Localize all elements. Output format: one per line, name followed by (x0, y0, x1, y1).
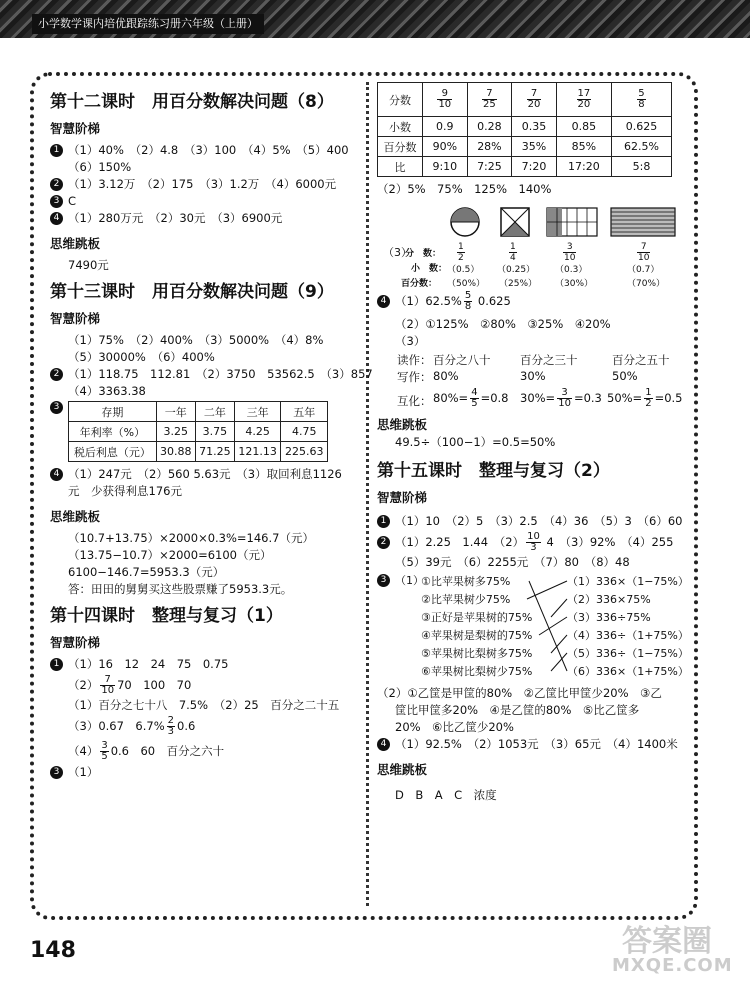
match-left-item: ④苹果树是梨树的75% (421, 629, 533, 642)
circle-half-icon (451, 208, 479, 236)
denominator: 10 (438, 99, 452, 110)
square-quarter-icon (501, 208, 529, 236)
numerator: 5 (464, 290, 472, 301)
denominator: 3 (530, 542, 537, 553)
answer-text: （1）40% （2）4.8 （3）100 （4）5% （5）400 (68, 143, 349, 157)
answer-line (50, 466, 355, 483)
answer-text: 6100−146.7=5953.3（元） (68, 565, 225, 579)
watermark-logo: 答案圈 (622, 924, 712, 959)
answer-text: （4） (68, 744, 99, 758)
numerator: 17 (577, 88, 591, 99)
table-cell: 年利率（%） (69, 422, 157, 442)
fraction (527, 89, 542, 110)
table-cell: 3.75 (195, 422, 234, 442)
answer-line (50, 656, 355, 673)
answer-line (50, 547, 355, 564)
table-cell: 5:8 (611, 157, 671, 177)
table-row (378, 83, 672, 117)
answer-text: （1） (395, 574, 424, 587)
answer-line (50, 257, 355, 274)
answer-line (50, 210, 355, 227)
table-row (378, 157, 672, 177)
table-cell: 7:25 (467, 157, 512, 177)
subsection-title: 智慧阶梯 (50, 311, 101, 326)
shapes-block (377, 204, 682, 288)
decimal-value: （0.7） (627, 265, 660, 275)
section-title: 第十四课时 整理与复习（1） (50, 606, 283, 626)
answer-line (377, 787, 682, 804)
fraction (457, 242, 465, 263)
conversion-item (433, 388, 509, 409)
answer-line (50, 697, 355, 714)
answer-text: 70 100 70 (117, 678, 192, 692)
table-cell: 3.25 (156, 422, 195, 442)
table-cell (423, 83, 468, 117)
answer-line (50, 332, 355, 349)
row-label: 读作： (397, 353, 432, 367)
answer-line (50, 483, 355, 500)
answer-line (50, 581, 355, 598)
fraction (470, 388, 478, 409)
number-marker: 1 (50, 144, 63, 157)
number-marker: 1 (377, 515, 390, 528)
number-marker: 3 (50, 195, 63, 208)
watermark-url: MXQE.COM (612, 955, 733, 976)
header-title: 小学数学课内培优跟踪练习册六年级（上册） (32, 14, 264, 34)
answer-text: 百分之八十 (433, 353, 491, 367)
fraction (563, 242, 576, 263)
match-line (529, 581, 567, 671)
answer-text: （13.75−10.7）×2000=6100（元） (68, 548, 272, 562)
answer-line (50, 142, 355, 159)
percent-value: （25%） (499, 279, 538, 289)
table-cell: 85% (556, 137, 611, 157)
answer-text: （2）5% 75% 125% 140% (377, 182, 552, 196)
numerator: 10 (527, 531, 540, 542)
table-cell: 71.25 (195, 442, 234, 462)
answer-text: （1）10 （2）5 （3）2.5 （4）36 （5）3 （6）60 (395, 514, 683, 528)
answer-text: （1）百分之七十八 7.5% （2）25 百分之二十五 (68, 698, 340, 712)
answer-line (50, 193, 355, 210)
numerator: 9 (437, 89, 452, 100)
denominator: 5 (471, 398, 478, 409)
subsection-title: 智慧阶梯 (50, 635, 101, 650)
fraction (637, 89, 645, 110)
table-cell (611, 83, 671, 117)
matching-block (377, 571, 689, 685)
subsection-title: 智慧阶梯 (377, 490, 428, 505)
number-marker: 4 (50, 212, 63, 225)
match-left-item: ②比苹果树少75% (421, 593, 511, 606)
column-divider (366, 82, 369, 906)
answer-text: 20% ⑥比乙筐少20% (395, 720, 514, 734)
fraction (637, 242, 650, 263)
answer-line (50, 564, 355, 581)
section-title: 第十二课时 用百分数解决问题（8） (50, 92, 334, 112)
number-marker: 2 (50, 178, 63, 191)
row-label: 小 数： (411, 264, 448, 274)
answer-text: 答：田田的舅舅买这些股票赚了5953.3元。 (68, 582, 293, 596)
answer-line (377, 702, 682, 719)
section-title: 第十三课时 用百分数解决问题（9） (50, 282, 334, 302)
subsection-title: 思维跳板 (50, 509, 101, 524)
match-right-item: （2）336×75% (567, 593, 651, 606)
answer-text: （4）3363.38 (68, 384, 146, 398)
interest-table-row (50, 401, 355, 462)
table-header: 百分数 (378, 137, 423, 157)
fraction (509, 242, 517, 263)
row-label: 互化： (397, 394, 432, 408)
grid-tenths-icon (547, 208, 597, 236)
answer-line (50, 673, 355, 697)
table-cell: 7:20 (512, 157, 557, 177)
answer-text: 30%= (520, 391, 556, 405)
answer-line (50, 738, 355, 764)
numerator: 3 (557, 388, 572, 399)
answer-text: 0.6 60 百分之六十 (110, 744, 225, 758)
numerator: 5 (638, 88, 645, 99)
numerator: 3 (563, 242, 576, 253)
fraction (482, 89, 497, 110)
fraction (557, 388, 572, 409)
answer-text: （2）①乙筐是甲筐的80% ②乙筐比甲筐少20% ③乙 (377, 686, 662, 700)
answer-text: （1）3.12万 （2）175 （3）1.2万 （4）6000元 (68, 177, 337, 191)
answer-line (377, 333, 682, 350)
conversion-item (607, 388, 683, 409)
table-cell: 4.25 (234, 422, 281, 442)
table-header: 三年 (234, 402, 281, 422)
answer-line (377, 181, 682, 198)
denominator: 20 (577, 99, 591, 110)
numerator: 1 (510, 242, 516, 252)
table-cell: 121.13 (234, 442, 281, 462)
answer-line (377, 316, 682, 333)
answer-text: （1） (68, 765, 99, 779)
row-label: 写作： (397, 370, 432, 384)
number-marker: 2 (377, 536, 390, 549)
answer-line (377, 685, 682, 702)
match-left-item: ⑤苹果树比梨树多75% (421, 647, 533, 660)
fraction (167, 716, 175, 737)
numerator: 4 (471, 387, 478, 398)
answer-line (50, 530, 355, 547)
match-line (551, 599, 567, 617)
answer-line (50, 383, 355, 400)
number-marker: 1 (50, 658, 63, 671)
answer-text: 元 少获得利息176元 (68, 484, 182, 498)
answer-line (50, 159, 355, 176)
table-header: 存期 (69, 402, 157, 422)
answer-text: 50%= (607, 391, 643, 405)
denominator: 2 (458, 253, 464, 263)
answer-text: =0.3 (573, 391, 602, 405)
fraction (526, 532, 541, 553)
table-cell: 17:20 (556, 157, 611, 177)
decimal-value: （0.5） (447, 265, 480, 275)
row-label: 分 数： (405, 249, 442, 259)
fraction (437, 89, 452, 110)
table-cell (467, 83, 512, 117)
table-cell: 税后利息（元） (69, 442, 157, 462)
answer-text: （10.7+13.75）×2000×0.3%=146.7（元） (68, 531, 314, 545)
answer-text: （1）2.25 1.44 （2） (395, 535, 525, 549)
answer-line (377, 288, 682, 314)
interest-table (68, 401, 328, 462)
answer-text: （3） (383, 246, 412, 259)
denominator: 5 (101, 751, 108, 762)
numerator: 1 (645, 387, 652, 398)
answer-text: （1）247元 （2）560 5.63元 （3）取回利息1126 (68, 467, 342, 481)
table-cell: 0.35 (512, 117, 557, 137)
answer-line (50, 764, 355, 781)
answer-text: （1）118.75 112.81 （2）3750 53562.5 （3）857 (68, 367, 373, 381)
match-right-item: （5）336÷（1−75%） (567, 647, 689, 660)
answer-text: 0.625 (477, 294, 511, 308)
table-header: 一年 (156, 402, 195, 422)
answer-line (377, 719, 682, 736)
match-line (551, 653, 567, 671)
denominator: 3 (167, 726, 175, 737)
conversion-table (377, 82, 672, 177)
table-cell (512, 83, 557, 117)
table-cell: 62.5% (611, 137, 671, 157)
answer-line (377, 530, 682, 554)
table-cell: 4.75 (281, 422, 328, 442)
table-header: 二年 (195, 402, 234, 422)
row-label: 百分数： (401, 279, 438, 289)
right-column (377, 82, 689, 804)
denominator: 8 (464, 301, 472, 312)
table-cell: 0.85 (556, 117, 611, 137)
answer-text: 80%= (433, 391, 469, 405)
answer-line (50, 349, 355, 366)
fraction (100, 675, 115, 696)
numerator: 7 (482, 89, 497, 100)
matching-lines (377, 571, 682, 685)
answer-text: 49.5÷（100−1）=0.5=50% (395, 435, 556, 449)
percent-value: （50%） (447, 279, 486, 289)
subsection-title: 智慧阶梯 (50, 121, 101, 136)
conversion-row (377, 388, 682, 414)
answer-text: 4 （3）92% （4）255 (546, 535, 674, 549)
answer-line (377, 513, 682, 530)
answer-text: （3）0.67 6.7% (68, 719, 165, 733)
denominator: 8 (638, 99, 645, 110)
table-cell: 225.63 (281, 442, 328, 462)
answer-text: （1）16 12 24 75 0.75 (68, 657, 229, 671)
striped-rect-icon (611, 208, 675, 236)
match-right-item: （6）336×（1+75%） (567, 665, 689, 678)
match-left-item: ⑥苹果树比梨树少75% (421, 665, 533, 678)
match-right-item: （1）336×（1−75%） (567, 575, 689, 588)
answer-text: （1）75% （2）400% （3）5000% （4）8% (68, 333, 324, 347)
number-marker: 3 (377, 574, 390, 587)
answer-text: 筐比甲筐多20% ④是乙筐的80% ⑤比乙筐多 (395, 703, 640, 717)
decimal-value: （0.25） (497, 265, 536, 275)
answer-text: （2） (68, 678, 99, 692)
answer-text: 30% (520, 369, 546, 383)
left-column (50, 90, 373, 781)
conversion-item (520, 388, 602, 409)
answer-line (50, 366, 373, 383)
table-cell: 0.9 (423, 117, 468, 137)
read-write-row (377, 369, 682, 388)
answer-text: （5）30000% （6）400% (68, 350, 215, 364)
match-left-item: ①比苹果树多75% (421, 575, 511, 588)
denominator: 10 (638, 253, 650, 263)
numerator: 1 (458, 242, 464, 252)
match-right-item: （4）336÷（1+75%） (567, 629, 689, 642)
match-left-item: ③正好是苹果树的75% (421, 611, 533, 624)
table-header: 五年 (281, 402, 328, 422)
fraction (644, 388, 652, 409)
answer-text: （6）150% (68, 160, 132, 174)
table-cell: 30.88 (156, 442, 195, 462)
answer-text: 百分之三十 (520, 353, 578, 367)
numerator: 3 (101, 740, 108, 751)
numerator: 2 (167, 715, 175, 726)
denominator: 25 (483, 99, 496, 110)
answer-text: （5）39元 （6）2255元 （7）80 （8）48 (395, 555, 630, 569)
answer-text: C (68, 194, 77, 208)
denominator: 10 (564, 253, 576, 263)
answer-text: D B A C 浓度 (395, 788, 497, 802)
subsection-title: 思维跳板 (377, 417, 428, 432)
answer-line (377, 554, 682, 571)
fraction (464, 291, 472, 312)
answer-text: 80% (433, 369, 459, 383)
table-cell: 90% (423, 137, 468, 157)
decimal-value: （0.3） (555, 265, 588, 275)
answer-text: 0.6̇ (177, 719, 196, 733)
number-marker: 3 (50, 401, 63, 414)
table-row (378, 137, 672, 157)
answer-line (50, 176, 355, 193)
answer-text: （3） (395, 334, 426, 348)
percent-value: （30%） (555, 279, 594, 289)
table-header: 小数 (378, 117, 423, 137)
answer-text: 百分之五十 (612, 353, 670, 367)
denominator: 20 (527, 99, 541, 110)
answer-text: （1）280万元 （2）30元 （3）6900元 (68, 211, 283, 225)
answer-text: =0.5 (654, 391, 683, 405)
answer-line (377, 434, 682, 451)
number-marker: 3 (50, 766, 63, 779)
answer-line (377, 736, 682, 753)
number-marker: 2 (50, 368, 63, 381)
number-marker: 4 (50, 468, 63, 481)
table-header: 比 (378, 157, 423, 177)
section-title: 第十五课时 整理与复习（2） (377, 461, 610, 481)
subsection-title: 思维跳板 (50, 236, 101, 251)
answer-text: =0.8 (480, 391, 509, 405)
numerator: 7 (637, 242, 650, 253)
answer-text: 50% (612, 369, 638, 383)
answer-text: （1）92.5% （2）1053元 （3）65元 （4）1400米 (395, 737, 678, 751)
page-number: 148 (30, 938, 76, 963)
fraction (100, 741, 108, 762)
number-marker: 4 (377, 295, 390, 308)
numerator: 7 (100, 675, 115, 686)
number-marker: 4 (377, 738, 390, 751)
answer-line (50, 714, 355, 738)
read-write-row (377, 352, 682, 369)
answer-text: （2）①125% ②80% ③25% ④20% (395, 317, 611, 331)
denominator: 4 (510, 253, 516, 263)
match-line (539, 617, 567, 635)
denominator: 10 (558, 398, 571, 409)
answer-text: 7490元 (68, 258, 109, 272)
table-cell: 9:10 (423, 157, 468, 177)
percent-value: （70%） (627, 279, 666, 289)
table-cell (556, 83, 611, 117)
table-header: 分数 (378, 83, 423, 117)
fraction (577, 89, 592, 110)
denominator: 10 (101, 685, 115, 696)
table-cell: 0.625 (611, 117, 671, 137)
table-cell: 35% (512, 137, 557, 157)
match-right-item: （3）336÷75% (567, 611, 651, 624)
denominator: 2 (645, 398, 652, 409)
subsection-title: 思维跳板 (377, 762, 428, 777)
answer-text: （1）62.5% (395, 294, 462, 308)
shape-figures (377, 204, 682, 240)
table-cell: 0.28 (467, 117, 512, 137)
table-cell: 28% (467, 137, 512, 157)
numerator: 7 (527, 89, 542, 100)
table-row (378, 117, 672, 137)
